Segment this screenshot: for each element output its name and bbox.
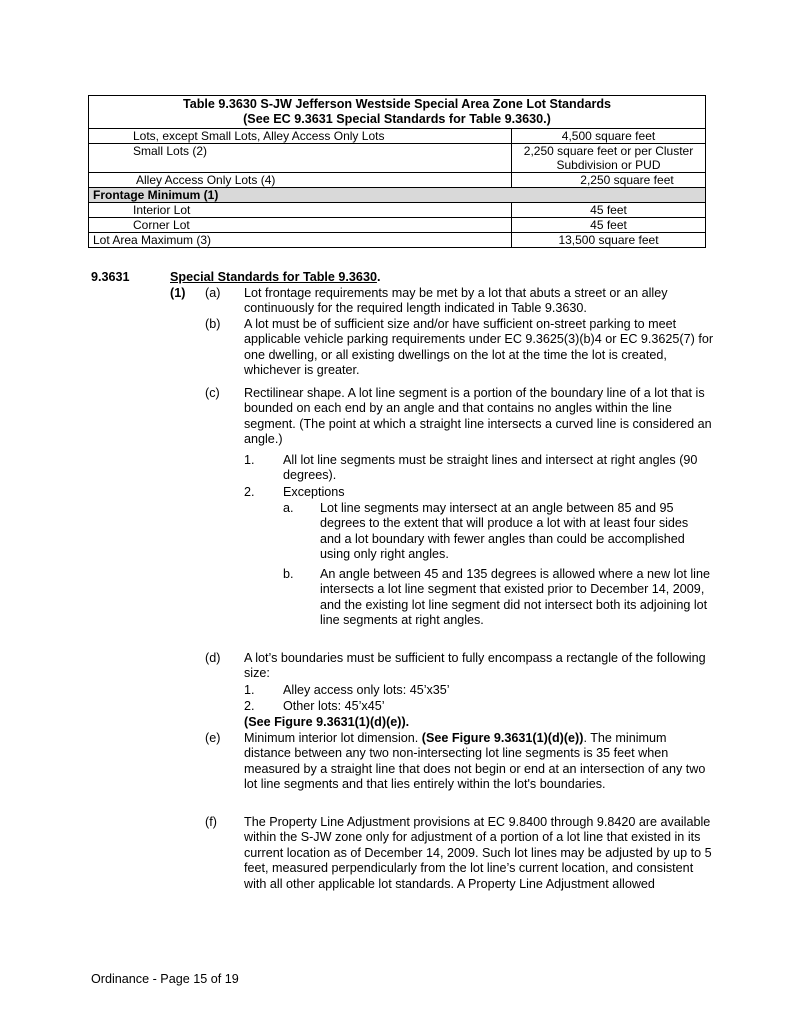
d-figure-reference: (See Figure 9.3631(1)(d)(e)). [244,715,410,729]
section-number: 9.3631 [91,270,130,284]
subsection-d-text: A lot’s boundaries must be sufficient to fully encompass a rectangle of the following size: [244,651,706,681]
table-title-line2: (See EC 9.3631 Special Standards for Table 9.3630.) [243,112,551,126]
c2a-text: Lot line segments may intersect at an angle between 85 and 95 degrees to the extent that will produce a lot with at least four sides and a lot boundary with fewer angles than could be accomplished using only right angles. [320,501,689,562]
d1-label: 1. [244,683,255,697]
subsection-e-text [244,731,714,793]
c2a-label: a. [283,501,294,515]
row-value [512,144,706,173]
subsection-a-text: Lot frontage requirements may be met by a lot that abuts a street or an alley continuously for the required length indicated in Table 9.3630. [244,286,668,316]
section-heading-text: Special Standards for Table 9.3630 [170,270,377,284]
d1-text: Alley access only lots: 45’x35’ [283,683,450,697]
table-row [89,129,706,144]
subsection-f-label: (f) [205,815,217,829]
row-value: 45 feet [512,218,706,233]
row-label: Lots, except Small Lots, Alley Access Only Lots [89,129,512,144]
table-row [89,144,706,173]
c1-label: 1. [244,453,255,467]
section-header: Frontage Minimum (1) [89,188,706,203]
subsection-c-label: (c) [205,386,220,400]
row-label: Lot Area Maximum (3) [89,233,512,248]
row-value-line2: Subdivision or PUD [556,158,661,172]
subsection-b-label: (b) [205,317,221,331]
table-row [89,173,706,188]
c2-text: Exceptions [283,485,345,499]
subsection-e-label: (e) [205,731,221,745]
e-text-part2: . The minimum distance between any two non-intersecting lot line segments is 35 feet when measured by a straight line that does not begin or end at an intersection of any two lot line segments and that lies entirely within the lot's boundaries. [244,731,706,792]
row-value: 4,500 square feet [512,129,706,144]
e-figure-reference: (See Figure 9.3631(1)(d)(e)) [421,731,584,745]
d2-text: Other lots: 45’x45’ [283,699,385,713]
table-row [89,203,706,218]
d2-label: 2. [244,699,255,713]
table-row [89,233,706,248]
c2b-text: An angle between 45 and 135 degrees is allowed where a new lot line intersects a lot line segment that existed prior to December 14, 2009, and the existing lot line segment did not intersect both its adjoining lot line segments at right angles. [320,567,710,628]
subsection-c-text: Rectilinear shape. A lot line segment is a portion of the boundary line of a lot that is bounded on each end by an angle and that contains no angles within the line segment. (The point at which a straight line intersects a curved line is considered an angle.) [244,386,712,447]
table-section-row [89,188,706,203]
c2-label: 2. [244,485,255,499]
table-caption-row [89,96,706,129]
subsection-d-label: (d) [205,651,221,665]
row-label: Small Lots (2) [89,144,512,173]
subsection-a-label: (a) [205,286,221,300]
row-value: 2,250 square feet [512,173,706,188]
row-label: Corner Lot [89,218,512,233]
page-footer: Ordinance - Page 15 of 19 [91,972,239,986]
row-label: Interior Lot [89,203,512,218]
table-caption [89,96,706,129]
e-text-part1: Minimum interior lot dimension. [244,731,422,745]
subsection-b-text: A lot must be of sufficient size and/or have sufficient on-street parking to meet applicable vehicle parking requirements under EC 9.3625(3)(b)4 or EC 9.3625(7) for one dwelling, or all existing dwellings on the lot at the time the lot is created, whichever is greater. [244,317,714,378]
item-number: (1) [170,286,186,300]
section-heading [170,270,380,285]
table-row [89,218,706,233]
row-value: 45 feet [512,203,706,218]
lot-standards-table [88,95,706,248]
section-heading-period: . [376,270,381,284]
row-value: 13,500 square feet [512,233,706,248]
row-value-line1: 2,250 square feet or per Cluster [523,144,694,158]
row-label: Alley Access Only Lots (4) [89,173,512,188]
table-title-line1: Table 9.3630 S-JW Jefferson Westside Special Area Zone Lot Standards [182,97,612,111]
c1-text: All lot line segments must be straight lines and intersect at right angles (90 degrees). [283,453,698,483]
subsection-f-text: The Property Line Adjustment provisions at EC 9.8400 through 9.8420 are available within the S-JW zone only for adjustment of a portion of a lot line that existed in its current location as of December 14, 2009. Such lot lines may be adjusted by up to 5 feet, measured perpendicularly from the lot line’s current location, and consistent with all other applicable lot standards. A Property Line Adjustment allowed [244,815,712,891]
c2b-label: b. [283,567,294,581]
